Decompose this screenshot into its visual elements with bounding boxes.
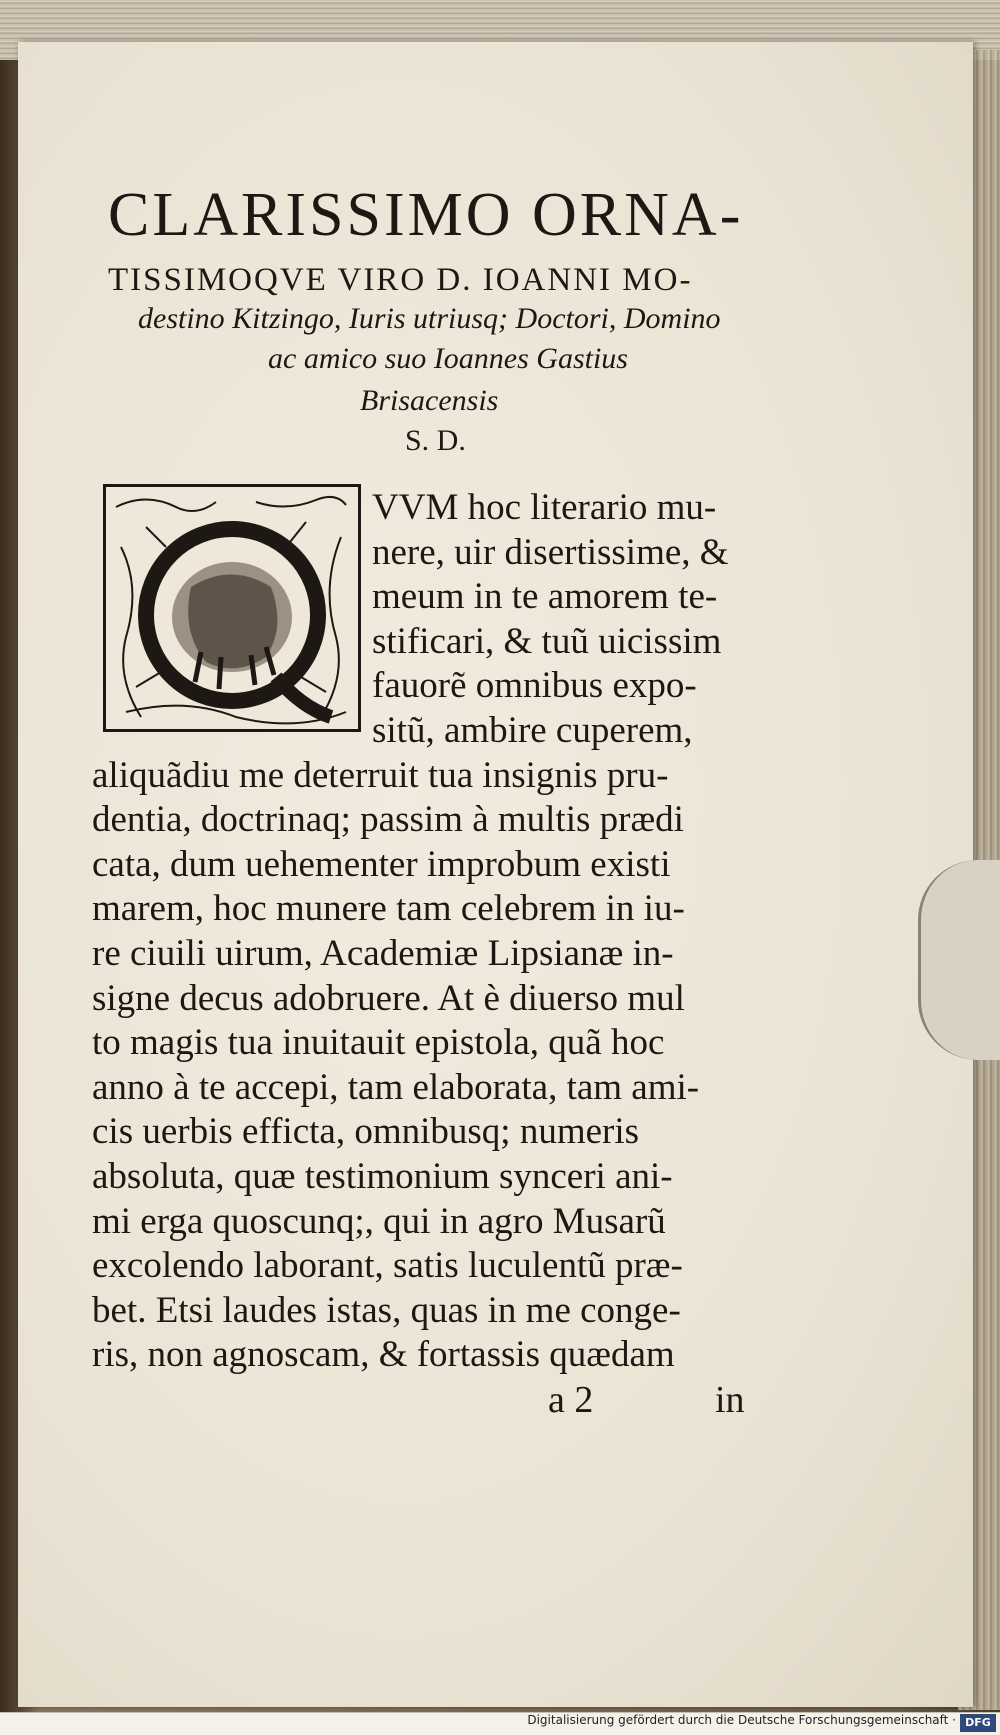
body-line: aliquãdiu me deterruit tua insignis pru- [92,754,669,796]
body-line: ris, non agnoscam, & fortassis quædam [92,1334,675,1376]
heading-line-5: Brisacensis [360,384,499,417]
credit-text: Digitalisierung gefördert durch die Deutsche Forschungsgemeinschaft · [527,1713,956,1727]
clip-holder [918,860,1000,1060]
body-line: cata, dum uehementer improbum existi [92,843,671,885]
body-line: anno à te accepi, tam elaborata, tam ami- [92,1066,700,1108]
heading-line-3: destino Kitzingo, Iuris utriusq; Doctori, Domino [138,302,721,335]
signature-mark: a 2 [548,1379,594,1421]
body-line: meum in te amorem te- [372,576,718,618]
heading-line-2: TISSIMOQVE VIRO D. IOANNI MO- [108,262,693,298]
body-line: absoluta, quæ testimonium synceri ani- [92,1156,673,1197]
body-line: nere, uir disertissime, & [372,531,729,573]
woodcut-illustration-icon [106,487,358,729]
body-line: mi erga quoscunq;, qui in agro Musarũ [92,1200,666,1242]
dfg-logo-icon: DFG [960,1714,996,1732]
heading-line-1: CLARISSIMO ORNA- [108,181,744,249]
body-line: marem, hoc munere tam celebrem in iu- [92,888,685,930]
body-line: cis uerbis efficta, omnibusq; numeris [92,1111,640,1153]
body-line: fauorẽ omnibus expo- [372,665,697,707]
body-line: excolendo laborant, satis luculentũ præ- [92,1245,683,1287]
body-line: sitũ, ambire cuperem, [372,710,693,751]
decorated-initial-q [103,484,361,732]
body-line: signe decus adobruere. At è diuerso mul [92,977,685,1019]
catchword: in [715,1379,745,1421]
body-line: re ciuili uirum, Academiæ Lipsianæ in- [92,933,674,974]
body-line: dentia, doctrinaq; passim à multis prædi [92,799,684,841]
body-line: stificari, & tuũ uicissim [372,620,722,662]
heading-line-4: ac amico suo Ioannes Gastius [268,342,628,375]
body-line: bet. Etsi laudes istas, quas in me conge- [92,1289,681,1331]
body-line: to magis tua inuitauit epistola, quã hoc [92,1022,665,1064]
body-line: VVM hoc literario mu- [372,487,717,528]
heading-line-6: S. D. [405,424,466,457]
